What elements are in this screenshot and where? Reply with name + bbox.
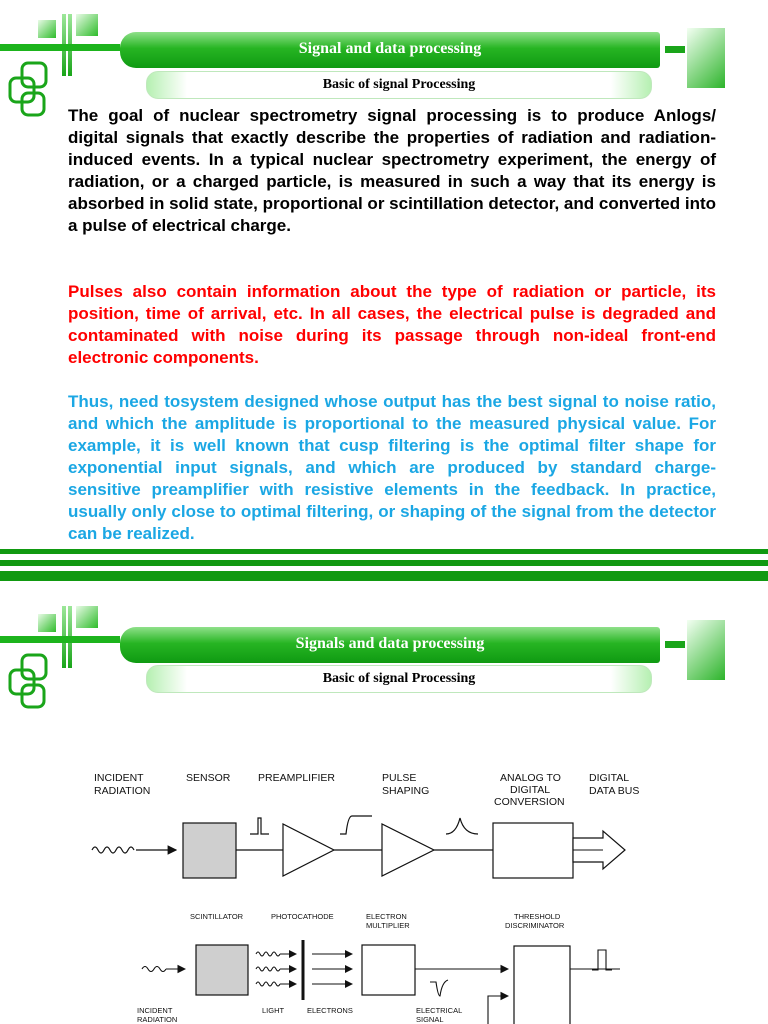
label-incident-2: INCIDENT xyxy=(137,1006,173,1015)
slide-subtitle: Basic of signal Processing xyxy=(146,71,652,99)
decor-square xyxy=(38,20,56,38)
label-electrons: ELECTRONS xyxy=(307,1006,353,1015)
logo-icon xyxy=(6,652,56,712)
signal-chain-diagram xyxy=(0,752,768,1024)
label-electron: ELECTRON xyxy=(366,912,407,921)
scintillator-box xyxy=(196,945,248,995)
adc-box xyxy=(493,823,573,878)
output-pulse-icon xyxy=(592,950,612,970)
slide-title: Signal and data processing xyxy=(120,32,660,68)
label-electrical: ELECTRICAL xyxy=(416,1006,463,1015)
radiation-wave-icon xyxy=(92,847,134,853)
pulse-icon xyxy=(250,818,269,834)
label-threshold: THRESHOLD xyxy=(514,912,561,921)
decor-square xyxy=(38,614,56,632)
step-signal-icon xyxy=(340,816,372,834)
label-radiation-2: RADIATION xyxy=(137,1015,178,1024)
radiation-wave-icon xyxy=(142,967,166,972)
separator xyxy=(0,571,768,581)
preamplifier-triangle xyxy=(283,824,334,876)
decor-square xyxy=(76,14,98,36)
light-waves-icon xyxy=(256,952,296,986)
label-digital-bus: DIGITAL xyxy=(589,772,630,784)
decor-square xyxy=(76,606,98,628)
separator xyxy=(0,560,768,566)
label-radiation: RADIATION xyxy=(94,785,151,797)
slide-subtitle: Basic of signal Processing xyxy=(146,665,652,693)
paragraph-2: Pulses also contain information about the type of radiation or particle, its position, time of arrival, etc. In all cases, the electrical pulse is degraded and contaminated with noise during its passage through non-ideal front-end electronic components. xyxy=(68,282,716,367)
electron-multiplier-box xyxy=(362,945,415,995)
label-scintillator: SCINTILLATOR xyxy=(190,912,244,921)
band-tab xyxy=(665,46,685,53)
band-tab xyxy=(665,641,685,648)
electron-arrows-icon xyxy=(312,954,352,984)
electrical-signal-icon xyxy=(430,980,448,996)
label-photocathode: PHOTOCATHODE xyxy=(271,912,334,921)
label-multiplier: MULTIPLIER xyxy=(366,921,410,930)
label-preamplifier: PREAMPLIFIER xyxy=(258,772,336,784)
label-data-bus: DATA BUS xyxy=(589,785,640,797)
label-conversion: CONVERSION xyxy=(494,796,565,808)
label-sensor: SENSOR xyxy=(186,772,231,784)
paragraph-1: The goal of nuclear spectrometry signal processing is to produce Anlogs/ digital signals that exactly describe the properties of radiation and radiation-induced events. In a typical nuclear spectrometry experiment, the energy of radiation, or a charged particle, is measured in such a way that its energy is absorbed in solid state, proportional or scintillation detector, and converted into a pulse of electrical charge. xyxy=(68,106,716,235)
label-shaping: SHAPING xyxy=(382,785,430,797)
separator xyxy=(0,549,768,554)
label-incident: INCIDENT xyxy=(94,772,144,784)
shaping-amp-triangle xyxy=(382,824,434,876)
decor-square-right xyxy=(687,28,725,88)
label-digital: DIGITAL xyxy=(510,784,551,796)
sensor-box xyxy=(183,823,236,878)
label-analog-to: ANALOG TO xyxy=(500,772,561,784)
paragraph-3: Thus, need tosystem designed whose output has the best signal to noise ratio, and which the amplitude is proportional to the measured physical value. For example, it is well known that cusp filtering is the optimal filter shape for exponential input signals, and which are produced by standard charge-sensitive preamplifier with resistive elements in the feedback. In practice, usually only close to optimal filtering, or shaping of the signal from the detector can be realized. xyxy=(68,392,716,543)
shaped-pulse-icon xyxy=(446,818,478,834)
label-pulse: PULSE xyxy=(382,772,417,784)
label-light: LIGHT xyxy=(262,1006,285,1015)
threshold-input-arrow xyxy=(488,996,508,1024)
header-stripe-left xyxy=(0,636,120,643)
label-discriminator: DISCRIMINATOR xyxy=(505,921,565,930)
header-stripe-left xyxy=(0,44,120,51)
threshold-discriminator-box xyxy=(514,946,570,1024)
logo-icon xyxy=(6,60,56,120)
label-signal: SIGNAL xyxy=(416,1015,444,1024)
decor-square-right xyxy=(687,620,725,680)
slide-title: Signals and data processing xyxy=(120,627,660,663)
